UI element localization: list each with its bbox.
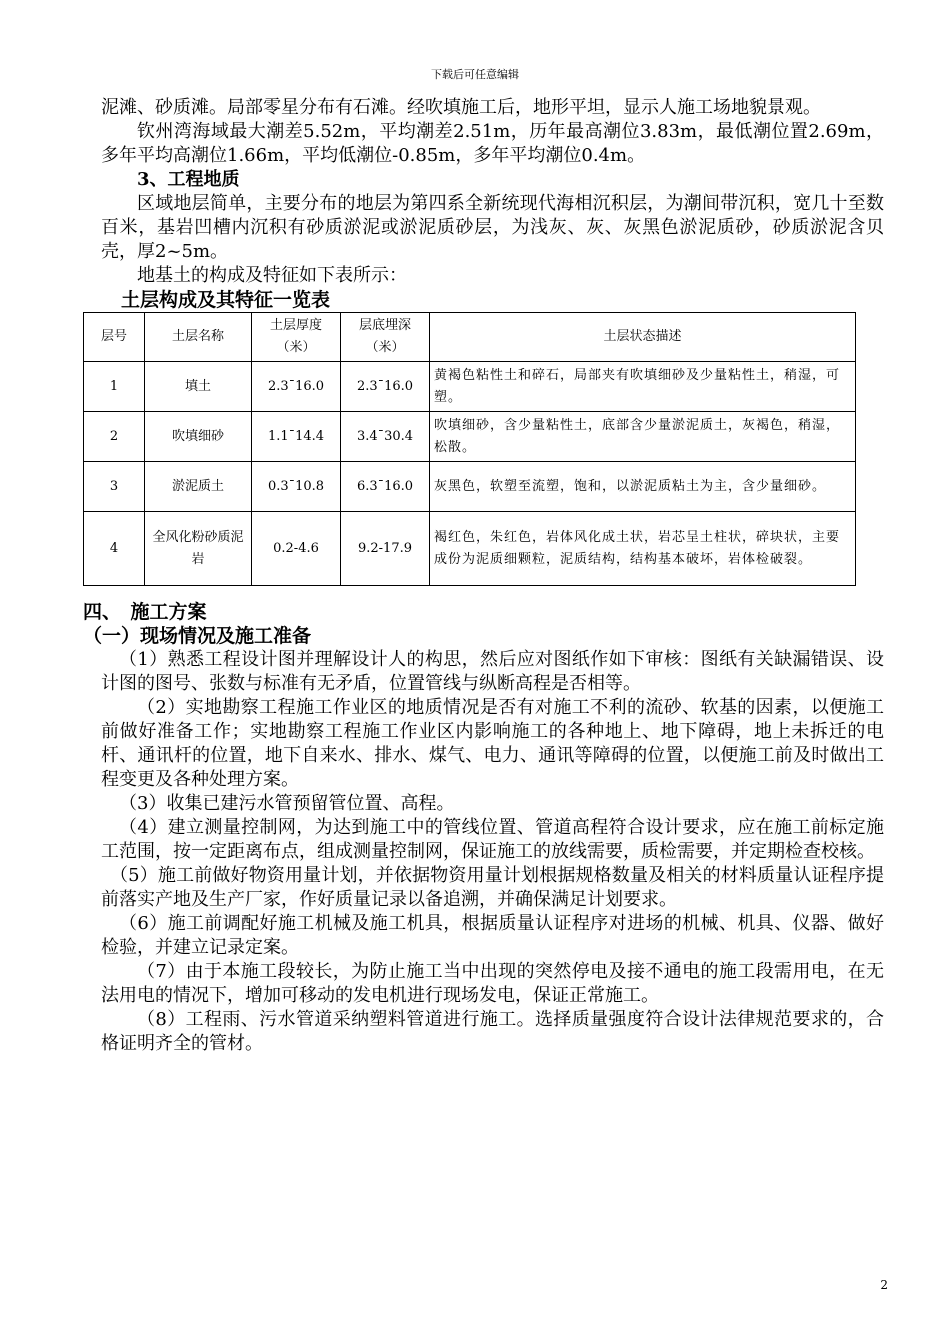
list-item: （8）工程雨、污水管道采纳塑料管道进行施工。选择质量强度符合设计法律规范要求的，合格证明齐全的管材。	[101, 1009, 884, 1054]
table-row	[84, 412, 856, 462]
page-number: 2	[880, 1278, 888, 1292]
cell-name: 全风化粉砂质泥岩	[145, 512, 252, 586]
table-row	[84, 512, 856, 586]
cell-depth: 6.3¯16.0	[341, 462, 430, 512]
intro-paragraph-2: 钦州湾海域最大潮差5.52m，平均潮差2.51m，历年最高潮位3.83m，最低潮位置2.69m，多年平均高潮位1.66m，平均低潮位-0.85m，多年平均潮位0.4m。	[101, 121, 884, 166]
list-item: （7）由于本施工段较长，为防止施工当中出现的突然停电及接不通电的施工段需用电，在无法用电的情况下，增加可移动的发电机进行现场发电，保证正常施工。	[101, 961, 884, 1006]
header-desc: 土层状态描述	[430, 313, 856, 362]
subsection-1-title: （一）现场情况及施工准备	[83, 625, 312, 647]
list-item: （5）施工前做好物资用量计划，并依据物资用量计划根据规格数量及相关的材料质量认证程序提前落实产地及生产厂家，作好质量记录以备追溯，并确保满足计划要求。	[101, 865, 884, 910]
cell-desc: 褐红色，朱红色，岩体风化成土状，岩芯呈土柱状，碎块状，主要成份为泥质细颗粒，泥质结构，结构基本破坏，岩体检破裂。	[430, 512, 856, 586]
list-item: （1）熟悉工程设计图并理解设计人的构思，然后应对图纸作如下审核：图纸有关缺漏错误、设计图的图号、张数与标准有无矛盾，位置管线与纵断高程是否相等。	[101, 649, 884, 694]
table-row	[84, 362, 856, 412]
header-name: 土层名称	[145, 313, 252, 362]
list-item: （6）施工前调配好施工机械及施工机具，根据质量认证程序对进场的机械、机具、仪器、做好检验，并建立记录定案。	[101, 913, 884, 958]
table-intro: 地基土的构成及特征如下表所示：	[137, 265, 407, 286]
table-row	[84, 462, 856, 512]
section-4-title: 四、 施工方案	[83, 601, 207, 623]
cell-name: 吹填细砂	[145, 412, 252, 462]
table-header-row	[84, 313, 856, 362]
page-header: 下载后可任意编辑	[431, 68, 519, 81]
cell-no: 1	[84, 362, 145, 412]
list-item: （2）实地勘察工程施工作业区的地质情况是否有对施工不利的流砂、软基的因素，以便施工前做好准备工作；实地勘察工程施工作业区内影响施工的各种地上、地下障碍，地上未拆迁的电杆、通讯杆的位置，地下自来水、排水、煤气、电力、通讯等障碍的位置，以便施工前及时做出工程变更及各种处理方案。	[101, 697, 884, 790]
cell-desc: 灰黑色，软塑至流塑，饱和，以淤泥质粘土为主，含少量细砂。	[430, 462, 856, 512]
cell-desc: 吹填细砂，含少量粘性土，底部含少量淤泥质土，灰褐色，稍湿，松散。	[430, 412, 856, 462]
section-3-title: 3、工程地质	[137, 169, 240, 190]
cell-depth: 3.4¯30.4	[341, 412, 430, 462]
table-title: 土层构成及其特征一览表	[121, 289, 331, 311]
cell-thickness: 2.3¯16.0	[252, 362, 341, 412]
cell-name: 淤泥质土	[145, 462, 252, 512]
intro-paragraph-1: 泥滩、砂质滩。局部零星分布有石滩。经吹填施工后，地形平坦，显示人施工场地貌景观。	[101, 97, 821, 118]
cell-no: 2	[84, 412, 145, 462]
list-item: （3）收集已建污水管预留管位置、高程。	[119, 793, 455, 814]
header-thickness: 土层厚度（米）	[252, 313, 341, 362]
cell-thickness: 1.1¯14.4	[252, 412, 341, 462]
cell-depth: 9.2-17.9	[341, 512, 430, 586]
cell-name: 填土	[145, 362, 252, 412]
cell-depth: 2.3¯16.0	[341, 362, 430, 412]
geology-paragraph: 区域地层简单，主要分布的地层为第四系全新统现代海相沉积层，为潮间带沉积，宽几十至数百米，基岩凹槽内沉积有砂质淤泥或淤泥质砂层，为浅灰、灰、灰黑色淤泥质砂，砂质淤泥含贝壳，厚2~5m。	[101, 193, 884, 262]
document-body	[83, 96, 884, 1056]
header-no: 层号	[84, 313, 145, 362]
cell-thickness: 0.3¯10.8	[252, 462, 341, 512]
cell-desc: 黄褐色粘性土和碎石，局部夹有吹填细砂及少量粘性土，稍湿，可塑。	[430, 362, 856, 412]
cell-no: 3	[84, 462, 145, 512]
header-depth: 层底埋深（米）	[341, 313, 430, 362]
cell-no: 4	[84, 512, 145, 586]
list-item: （4）建立测量控制网，为达到施工中的管线位置、管道高程符合设计要求，应在施工前标定施工范围，按一定距离布点，组成测量控制网，保证施工的放线需要，质检需要，并定期检查校核。	[101, 817, 884, 862]
soil-table	[83, 312, 856, 586]
cell-thickness: 0.2-4.6	[252, 512, 341, 586]
